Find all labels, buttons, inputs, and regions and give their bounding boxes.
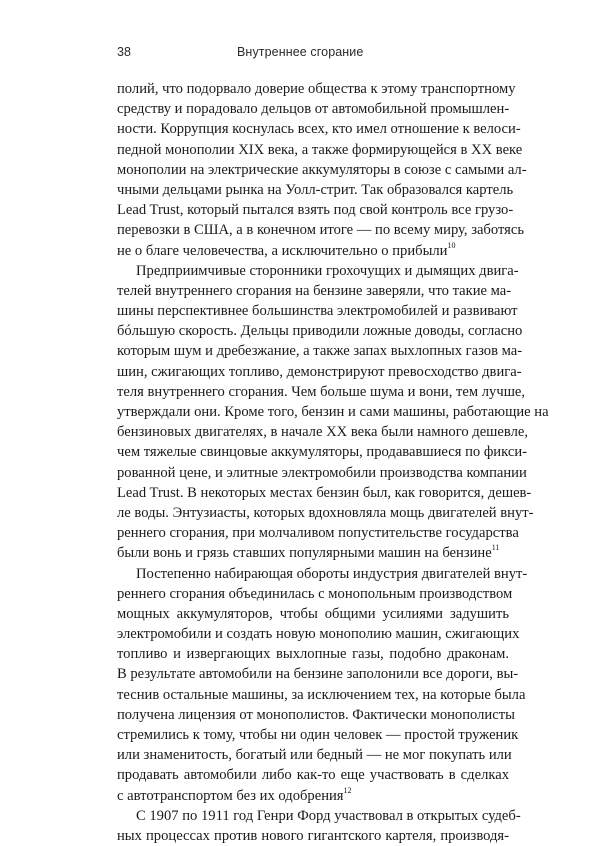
text-line: чными дельцами рынка на Уолл-стрит. Так образовался картель <box>117 181 514 198</box>
paragraph <box>117 79 527 261</box>
text-line-content: были вонь и грязь ставших популярными машин на бензине <box>117 545 492 562</box>
text-line: чем тяжелые свинцовые аккумуляторы, продававшиеся по фикси- <box>117 444 527 461</box>
footnote-ref: 11 <box>491 543 500 553</box>
text-line: Постепенно набирающая обороты индустрия двигателей внут- <box>136 565 528 582</box>
text-line: реннего сгорания объединилась с монопольным производством <box>117 585 513 602</box>
text-line <box>117 786 509 806</box>
text-line-content: с автотранспортом без их одобрения <box>117 787 344 804</box>
text-line: Lead Trust. В некоторых местах бензин был, как говорится, дешев- <box>117 484 532 501</box>
text-line: стремились к тому, чтобы ни один человек — простой труженик <box>117 727 519 743</box>
text-line: ности. Коррупция коснулась всех, кто имел отношение к велоси- <box>117 121 521 138</box>
text-line: Предприимчивые сторонники грохочущих и дымящих двига- <box>136 262 519 279</box>
text-line: теля внутреннего сгорания. Чем больше шума и вони, тем лучше, <box>117 383 526 400</box>
text-line: шин, сжигающих топливо, демонстрируют превосходство двига- <box>117 363 522 380</box>
text-line: В результате автомобили на бензине заполонили все дороги, вы- <box>117 666 519 683</box>
text-line: рованной цене, и элитные электромобили производства компании <box>117 464 527 481</box>
text-line: продавать автомобили либо как-то еще участвовать в сделках <box>117 767 509 784</box>
text-line: средству и порадовало дельцов от автомобильной промышлен- <box>117 101 510 118</box>
text-line: реннего сгорания, при молчаливом попустительстве государства <box>117 525 519 542</box>
running-title: Внутреннее сгорание <box>237 45 364 59</box>
paragraph <box>117 564 528 806</box>
text-line: монополии на электрические аккумуляторы в союзе с самыми ал- <box>117 161 527 178</box>
text-line: мощных аккумуляторов, чтобы общими усилиями задушить <box>117 605 509 622</box>
text-line: или знаменитость, богатый или бедный — не мог покупать или <box>117 747 512 764</box>
footnote-ref: 10 <box>447 240 456 250</box>
text-line <box>117 543 509 563</box>
page-header <box>117 45 509 63</box>
page-number: 38 <box>117 45 131 59</box>
text-line: ных процессах против нового гигантского картеля, производя- <box>117 827 509 844</box>
text-line: С 1907 по 1911 год Генри Форд участвовал в открытых судеб- <box>136 807 521 824</box>
body-text <box>117 79 549 846</box>
text-line: шины перспективнее большинства электромобилей и развивают <box>117 303 518 320</box>
text-line: теснив остальные машины, за исключением тех, на которые была <box>117 686 526 703</box>
text-line: бензиновых двигателях, в начале XX века были намного дешевле, <box>117 424 528 441</box>
text-line: электромобили и создать новую монополию машин, сжигающих <box>117 626 520 643</box>
text-line: получена лицензия от монополистов. Фактически монополисты <box>117 706 515 723</box>
text-line: которым шум и дребезжание, а также запах выхлопных газов ма- <box>117 343 523 360</box>
text-line-content: не о благе человечества, а исключительно о прибыли <box>117 242 448 259</box>
paragraph <box>117 261 549 564</box>
text-line: перевозки в США, а в конечном итоге — по всему миру, заботясь <box>117 222 524 239</box>
footnote-ref: 12 <box>343 785 352 795</box>
text-line: ле воды. Энтузиасты, которых вдохновляла мощь двигателей внут- <box>117 504 534 521</box>
text-line: бóльшую скорость. Дельцы приводили ложные доводы, согласно <box>117 323 523 340</box>
text-line: Lead Trust, который пытался взять под свой контроль все грузо- <box>117 202 514 219</box>
text-line: педной монополии XIX века, а также формирующейся в XX веке <box>117 141 523 158</box>
text-line <box>117 241 509 261</box>
text-line: топливо и извергающих выхлопные газы, подобно драконам. <box>117 646 509 663</box>
text-line: полий, что подорвало доверие общества к этому транспортному <box>117 81 516 97</box>
text-line: телей внутреннего сгорания на бензине заверяли, что такие ма- <box>117 282 512 299</box>
text-line: утверждали они. Кроме того, бензин и сами машины, работающие на <box>117 404 549 420</box>
paragraph <box>117 806 521 846</box>
